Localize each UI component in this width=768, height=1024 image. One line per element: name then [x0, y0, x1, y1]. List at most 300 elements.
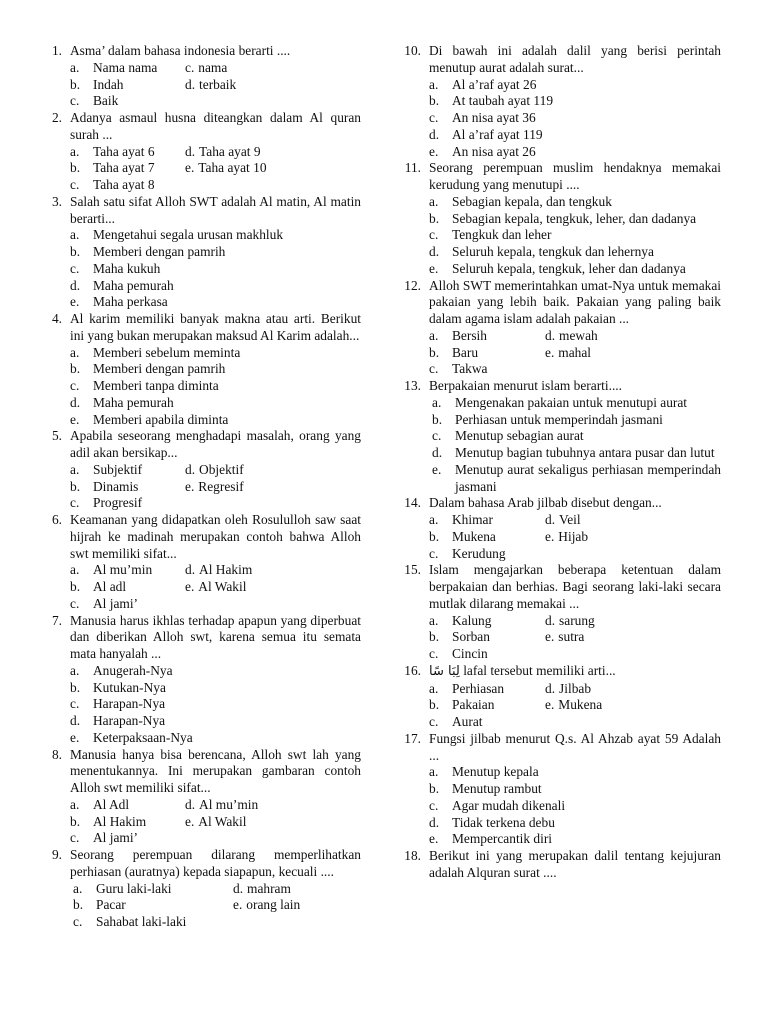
option-letter: a.: [73, 880, 83, 896]
option-letter: e.: [233, 897, 243, 913]
question-text: [429, 562, 721, 612]
answer-option: [429, 361, 545, 378]
answer-option: [185, 144, 261, 161]
option-text: Al mu’min: [93, 562, 153, 578]
answer-option: [70, 227, 361, 244]
question-number: 10.: [404, 43, 421, 58]
option-letter: d.: [70, 713, 81, 728]
option-letter: c.: [429, 646, 439, 661]
option-letter: d.: [185, 562, 196, 578]
option-letter: a.: [70, 461, 80, 477]
option-text: Kutukan-Nya: [93, 679, 166, 695]
question-number: 2.: [51, 110, 62, 125]
option-letter: b.: [429, 93, 440, 109]
option-text: Taha ayat 7: [93, 160, 155, 176]
option-letter: a.: [429, 327, 439, 343]
question-item: [404, 160, 721, 277]
option-letter: c.: [429, 797, 439, 813]
question-body: [70, 110, 361, 194]
option-letter: b.: [432, 411, 443, 427]
answer-option: [233, 897, 300, 914]
option-text: Al Wakil: [198, 813, 247, 829]
question-text-content: Alloh SWT memerintahkan umat-Nya untuk memakai pakaian yang lebih baik. Pakaian yang paling baik dalam agama islam adalah pakaian ...: [429, 277, 721, 326]
question-text-content: Di bawah ini adalah dalil yang berisi perintah menutup aurat adalah surat...: [429, 43, 721, 75]
option-text: Al a’raf ayat 119: [452, 126, 543, 142]
answer-option-row: [429, 646, 721, 663]
question-item: [404, 278, 721, 379]
option-letter: d.: [185, 143, 196, 159]
question-text-content: Apabila seseorang menghadapi masalah, orang yang adil akan bersikap...: [70, 428, 361, 460]
option-letter: d.: [185, 461, 196, 477]
answer-option: [545, 512, 581, 529]
answer-option: [429, 110, 721, 127]
answer-option: [545, 328, 598, 345]
answer-option: [185, 562, 252, 579]
answer-option: [73, 881, 233, 898]
question-number: 17.: [404, 730, 421, 746]
option-text: Hijab: [558, 528, 589, 544]
answer-option-row: [70, 914, 361, 931]
option-text: Bersih: [452, 327, 487, 343]
option-letter: d.: [185, 796, 196, 812]
answer-option: [545, 529, 588, 546]
answer-option: [70, 412, 361, 429]
answer-option: [70, 144, 185, 161]
answer-option: [429, 345, 545, 362]
question-text-content: Salah satu sifat Alloh SWT adalah Al matin, Al matin berarti...: [70, 193, 361, 226]
question-body: [429, 731, 721, 848]
option-text: Menutup rambut: [452, 781, 542, 796]
option-letter: c.: [70, 177, 80, 192]
option-letter: d.: [429, 244, 440, 259]
answer-option-row: [429, 529, 721, 546]
option-text: Harapan-Nya: [93, 713, 166, 728]
option-letter: c.: [70, 696, 80, 712]
option-letter: b.: [70, 813, 81, 829]
option-text: sutra: [558, 629, 585, 645]
option-letter: a.: [429, 764, 439, 780]
answer-option-row: [70, 830, 361, 847]
question-item: [404, 663, 721, 731]
answer-option-row: [429, 512, 721, 529]
answer-option: [429, 512, 545, 529]
answer-option: [70, 345, 361, 362]
option-text: Takwa: [452, 361, 488, 377]
option-letter: e.: [185, 579, 195, 594]
answer-option: [233, 881, 291, 898]
option-text: Al Hakim: [199, 562, 253, 578]
answer-option-row: [70, 596, 361, 613]
answer-option: [429, 227, 721, 244]
option-text: Al Adl: [93, 796, 130, 812]
option-letter: c.: [70, 595, 80, 611]
option-letter: c.: [73, 914, 83, 929]
answer-option: [429, 629, 545, 646]
answer-option: [429, 194, 721, 211]
option-text: Memberi dengan pamrih: [93, 361, 226, 377]
question-text: [70, 43, 361, 60]
question-text-content: Manusia hanya bisa berencana, Alloh swt lah yang menentukannya. Ini merupakan gambaran contoh Alloh swt memiliki sifat...: [70, 746, 361, 795]
option-letter: d.: [233, 880, 244, 896]
answer-option-row: [70, 495, 361, 512]
option-text: Harapan-Nya: [93, 696, 166, 712]
question-body: [429, 278, 721, 379]
question-body: [429, 663, 721, 731]
option-letter: b.: [429, 344, 440, 360]
question-item: [42, 110, 361, 194]
question-number: 16.: [404, 662, 421, 678]
option-letter: d.: [545, 512, 556, 527]
answer-option-row: [429, 546, 721, 563]
option-letter: b.: [70, 478, 81, 494]
option-text: Menutup sebagian aurat: [455, 428, 584, 444]
answer-option: [70, 562, 185, 579]
question-number: 18.: [404, 848, 421, 863]
question-text: [429, 43, 721, 77]
option-letter: a.: [70, 562, 80, 578]
question-item: [42, 747, 361, 848]
question-item: [404, 848, 721, 882]
option-letter: a.: [432, 394, 442, 410]
option-text: Perhiasan: [452, 680, 505, 696]
answer-option: [185, 797, 258, 814]
option-text: Veil: [559, 512, 581, 527]
answer-option-row: [70, 814, 361, 831]
answer-option: [70, 294, 361, 311]
option-letter: a.: [70, 796, 80, 812]
option-letter: b.: [429, 210, 440, 226]
answer-option: [70, 462, 185, 479]
question-number: 1.: [51, 43, 62, 58]
option-letter: e.: [545, 528, 555, 544]
question-text: [429, 278, 721, 328]
option-text: Tengkuk dan leher: [452, 227, 552, 243]
answer-option: [429, 261, 721, 278]
option-letter: b.: [70, 160, 81, 176]
option-text: Taha ayat 8: [93, 177, 155, 192]
answer-option-row: [429, 697, 721, 714]
question-number: 14.: [404, 495, 421, 511]
answer-option: [70, 730, 361, 747]
option-text: Menutup kepala: [452, 764, 539, 780]
answer-option-row: [70, 177, 361, 194]
answer-option: [429, 714, 545, 731]
question-body: [70, 194, 361, 311]
question-number: 15.: [404, 562, 421, 578]
question-text-content: Berpakaian menurut islam berarti....: [429, 378, 622, 393]
option-letter: d.: [70, 277, 81, 293]
answer-option: [70, 60, 185, 77]
question-text-content: Seorang perempuan dilarang memperlihatkan perhiasan (auratnya) kepada siapapun, kecuali ....: [70, 847, 361, 879]
answer-option: [70, 797, 185, 814]
question-text: [429, 663, 721, 681]
question-body: [429, 43, 721, 160]
answer-option: [429, 428, 721, 445]
question-item: [404, 731, 721, 848]
question-body: [70, 747, 361, 848]
answer-option-row: [70, 479, 361, 496]
answer-option: [70, 93, 185, 110]
option-text: Seluruh kepala, tengkuk dan lehernya: [452, 244, 654, 259]
question-text: [70, 512, 361, 562]
answer-option-row: [70, 579, 361, 596]
question-item: [42, 311, 361, 428]
question-body: [429, 378, 721, 495]
option-text: Sahabat laki-laki: [96, 914, 187, 929]
answer-option: [70, 160, 185, 177]
option-text: Kerudung: [452, 545, 506, 561]
answer-option-row: [70, 462, 361, 479]
option-letter: e.: [70, 294, 80, 310]
option-letter: b.: [70, 579, 81, 594]
question-number: 13.: [404, 378, 421, 393]
answer-option: [429, 764, 721, 781]
answer-option: [70, 696, 361, 713]
question-number: 7.: [51, 612, 62, 628]
option-text: mahal: [558, 344, 592, 360]
question-text: [429, 160, 721, 194]
answer-option: [70, 680, 361, 697]
question-number: 8.: [51, 746, 62, 762]
answer-option: [73, 897, 233, 914]
arabic-lafal: لِبَا سًا: [429, 663, 460, 679]
option-text: Mengenakan pakaian untuk menutupi aurat: [455, 394, 688, 410]
option-text: Taha ayat 10: [198, 160, 267, 176]
option-text: mahram: [247, 880, 291, 896]
option-letter: d.: [432, 445, 443, 460]
option-letter: c.: [429, 110, 439, 125]
option-text: Baru: [452, 344, 479, 360]
option-letter: b.: [70, 76, 81, 92]
option-letter: a.: [429, 512, 439, 527]
option-letter: e.: [545, 344, 555, 360]
option-letter: b.: [429, 697, 440, 713]
option-letter: e.: [545, 697, 555, 713]
answer-option: [185, 814, 246, 831]
answer-option: [429, 462, 721, 496]
option-letter: e.: [545, 629, 555, 645]
option-text: Mempercantik diri: [452, 831, 553, 847]
question-body: [70, 43, 361, 110]
answer-option: [185, 160, 267, 177]
answer-option-row: [70, 93, 361, 110]
option-text: Mengetahui segala urusan makhluk: [93, 227, 284, 243]
answer-option: [70, 77, 185, 94]
option-text: Maha kukuh: [93, 260, 161, 276]
option-letter: b.: [429, 781, 440, 796]
question-number: 12.: [404, 277, 421, 293]
option-letter: b.: [429, 528, 440, 544]
answer-option: [70, 278, 361, 295]
answer-option-row: [70, 144, 361, 161]
answer-option: [429, 798, 721, 815]
answer-option: [70, 596, 185, 613]
option-letter: d.: [545, 612, 556, 628]
option-letter: e.: [70, 411, 80, 427]
option-letter: e.: [429, 831, 439, 847]
question-text: [429, 848, 721, 882]
question-body: [70, 847, 361, 931]
option-text: Objektif: [199, 461, 244, 477]
option-text: terbaik: [199, 76, 237, 92]
answer-option-row: [70, 897, 361, 914]
option-text: Al adl: [93, 579, 127, 594]
question-body: [429, 495, 721, 562]
question-item: [404, 495, 721, 562]
option-letter: b.: [73, 897, 84, 913]
option-text: Maha perkasa: [93, 294, 168, 310]
option-letter: c.: [432, 428, 442, 444]
option-text: Sorban: [452, 629, 490, 645]
option-text: Agar mudah dikenali: [452, 797, 566, 813]
question-body: [70, 512, 361, 613]
option-letter: a.: [429, 193, 439, 209]
option-letter: c.: [429, 714, 439, 729]
answer-option-row: [70, 797, 361, 814]
right-question-column: [404, 43, 721, 882]
answer-option: [70, 378, 361, 395]
option-letter: a.: [70, 344, 80, 360]
answer-option: [429, 144, 721, 161]
option-text: Sebagian kepala, tengkuk, leher, dan dadanya: [452, 210, 697, 226]
option-text: Indah: [93, 76, 124, 92]
option-text: Jilbab: [559, 680, 592, 696]
option-text: Keterpaksaan-Nya: [93, 729, 193, 745]
question-item: [42, 613, 361, 747]
option-text: Progresif: [93, 495, 143, 511]
question-item: [42, 194, 361, 311]
question-text-content: Keamanan yang didapatkan oleh Rosululloh saw saat hijrah ke madinah merupakan contoh bahwa Alloh swt memiliki sifat...: [70, 512, 361, 561]
answer-option: [70, 713, 361, 730]
option-letter: a.: [70, 143, 80, 159]
answer-option: [429, 613, 545, 630]
answer-option: [429, 328, 545, 345]
question-item: [42, 512, 361, 613]
option-text: At taubah ayat 119: [452, 93, 554, 109]
answer-option: [70, 395, 361, 412]
option-text: Perhiasan untuk memperindah jasmani: [455, 411, 663, 427]
option-letter: c.: [70, 830, 80, 846]
option-text: Al mu’min: [199, 796, 259, 812]
question-text-content: Seorang perempuan muslim hendaknya memakai kerudung yang menutupi ....: [429, 160, 721, 192]
option-text: Kalung: [452, 612, 492, 628]
option-letter: a.: [429, 612, 439, 628]
option-text: Regresif: [198, 478, 244, 494]
answer-option: [545, 681, 591, 698]
answer-option: [429, 211, 721, 228]
question-body: [70, 311, 361, 428]
option-letter: d.: [429, 126, 440, 142]
option-text: Al jami’: [93, 595, 138, 611]
option-letter: a.: [70, 59, 80, 75]
option-text: sarung: [559, 612, 595, 628]
question-item: [404, 562, 721, 663]
answer-option: [185, 479, 244, 496]
answer-option-row: [429, 613, 721, 630]
option-text: Anugerah-Nya: [93, 662, 173, 678]
option-letter: d.: [429, 814, 440, 830]
answer-option: [545, 613, 595, 630]
option-text: Cincin: [452, 646, 488, 661]
question-number: 11.: [404, 160, 421, 176]
option-text: Maha pemurah: [93, 277, 174, 293]
answer-option: [70, 814, 185, 831]
answer-option: [70, 244, 361, 261]
option-letter: a.: [429, 680, 439, 696]
answer-option: [429, 445, 721, 462]
option-text: Aurat: [452, 714, 483, 729]
answer-option: [70, 663, 361, 680]
option-text: Seluruh kepala, tengkuk, leher dan dadanya: [452, 260, 686, 276]
answer-option: [185, 579, 246, 596]
question-body: [70, 613, 361, 747]
question-item: [404, 43, 721, 160]
question-body: [70, 428, 361, 512]
left-question-column: [42, 43, 361, 931]
answer-option-row: [429, 714, 721, 731]
option-letter: d.: [70, 394, 81, 410]
option-letter: e.: [185, 813, 195, 829]
answer-option-row: [429, 328, 721, 345]
option-text: Taha ayat 9: [199, 143, 261, 159]
option-letter: c.: [185, 59, 195, 75]
option-text: Memberi apabila diminta: [93, 411, 229, 427]
option-text: Memberi sebelum meminta: [93, 344, 241, 360]
option-text: Al Hakim: [93, 813, 147, 829]
option-text: Maha pemurah: [93, 394, 174, 410]
answer-option-row: [70, 881, 361, 898]
answer-option: [429, 529, 545, 546]
option-letter: d.: [545, 327, 556, 343]
answer-option: [70, 579, 185, 596]
option-letter: e.: [429, 143, 439, 159]
answer-option: [70, 495, 185, 512]
answer-option: [545, 345, 591, 362]
answer-option: [429, 831, 721, 848]
option-letter: e.: [185, 478, 195, 494]
option-letter: b.: [70, 244, 81, 259]
question-text: [429, 731, 721, 765]
option-letter: b.: [70, 361, 81, 377]
answer-option: [185, 77, 236, 94]
option-letter: a.: [429, 76, 439, 92]
answer-option: [429, 815, 721, 832]
option-text: Menutup bagian tubuhnya antara pusar dan lutut: [455, 445, 715, 460]
answer-option: [545, 629, 584, 646]
question-text-content: Asma’ dalam bahasa indonesia berarti ....: [70, 43, 291, 58]
question-text: [70, 110, 361, 144]
question-text: [429, 378, 721, 395]
answer-option: [70, 261, 361, 278]
option-letter: b.: [70, 679, 81, 695]
question-item: [42, 847, 361, 931]
option-letter: c.: [70, 260, 80, 276]
option-letter: c.: [70, 378, 80, 393]
question-body: [429, 848, 721, 882]
answer-option-row: [70, 160, 361, 177]
answer-option-row: [429, 681, 721, 698]
option-text: Tidak terkena debu: [452, 814, 555, 830]
question-text: [70, 847, 361, 881]
option-text: Mukena: [558, 697, 603, 713]
option-text: Menutup aurat sekaligus perhiasan memperindah jasmani: [455, 461, 721, 494]
answer-option: [429, 697, 545, 714]
question-text-content: Dalam bahasa Arab jilbab disebut dengan...: [429, 495, 662, 511]
answer-option: [70, 177, 185, 194]
option-letter: a.: [70, 227, 80, 243]
answer-option-row: [70, 60, 361, 77]
option-letter: a.: [70, 662, 80, 678]
